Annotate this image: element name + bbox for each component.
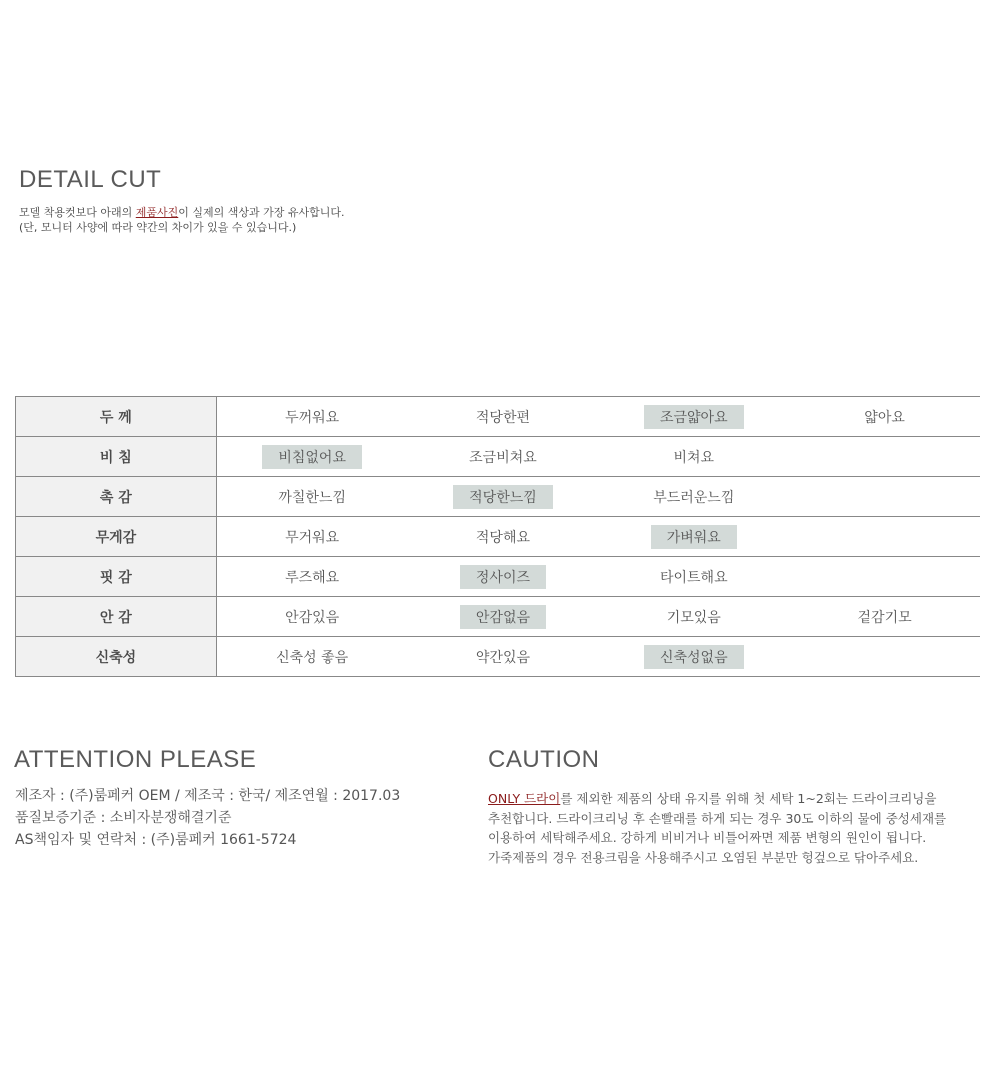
detail-desc-line1 [19,205,345,220]
spec-option-selected: 조금얇아요 [644,405,744,429]
spec-option-cell [789,437,980,477]
spec-option-cell [408,557,599,597]
spec-row-label: 비 침 [16,437,217,477]
spec-option-cell [216,517,407,557]
spec-row-label: 핏 감 [16,557,217,597]
spec-row-label: 두 께 [16,397,217,437]
spec-option: 신축성 좋음 [276,649,349,666]
spec-option-selected: 안감없음 [460,605,546,629]
caution-title: CAUTION [488,746,600,773]
product-photo-highlight: 제품사진 [135,206,179,219]
spec-option-cell [598,517,789,557]
spec-option-cell [408,597,599,637]
spec-option-cell [216,557,407,597]
spec-option-cell [598,557,789,597]
spec-option: 비쳐요 [673,449,715,466]
attention-line: 품질보증기준 : 소비자분쟁해결기준 [15,810,232,826]
spec-option-cell [408,637,599,677]
spec-option-cell [216,637,407,677]
spec-option-cell [789,517,980,557]
spec-option: 겉감기모 [857,609,912,626]
spec-option-cell [408,477,599,517]
spec-option-cell [408,437,599,477]
caution-line: 추천합니다. 드라이크리닝 후 손빨래를 하게 되는 경우 30도 이하의 물에 중성세재를 [488,810,947,826]
detail-desc-pre: 모델 착용컷보다 아래의 [19,206,136,219]
spec-option-cell [408,517,599,557]
spec-option-cell [408,397,599,437]
attention-line: 제조자 : (주)룸페커 OEM / 제조국 : 한국/ 제조연월 : 2017.03 [15,788,401,804]
spec-option-selected: 가벼워요 [651,525,737,549]
spec-row [16,517,981,557]
spec-option: 약간있음 [475,649,531,666]
spec-option: 두꺼워요 [285,409,340,426]
spec-row [16,437,981,477]
only-dry-highlight: ONLY 드라이 [488,791,561,806]
spec-option-cell [598,477,789,517]
spec-option-selected: 신축성없음 [644,645,744,669]
spec-option-cell [216,397,407,437]
spec-option-selected: 적당한느낌 [453,485,553,509]
spec-option-selected: 정사이즈 [460,565,546,589]
spec-row [16,477,981,517]
spec-row-label: 안 감 [16,597,217,637]
detail-desc-post: 이 실제의 색상과 가장 유사합니다. [178,206,345,219]
spec-option-cell [216,477,407,517]
spec-option: 기모있음 [666,609,721,626]
spec-option: 적당해요 [475,529,531,546]
spec-option: 적당한편 [475,409,531,426]
spec-option-cell [789,557,980,597]
spec-row [16,557,981,597]
spec-option: 얇아요 [864,409,905,426]
spec-row-label: 촉 감 [16,477,217,517]
caution-line: 이용하여 세탁해주세요. 강하게 비비거나 비틀어짜면 제품 변형의 원인이 됩니다. [488,830,927,845]
spec-option-cell [216,597,407,637]
spec-option-cell [598,597,789,637]
spec-option-cell [789,597,980,637]
detail-cut-title: DETAIL CUT [19,166,162,193]
spec-option-cell [598,637,789,677]
spec-row-label: 무게감 [16,517,217,557]
spec-option-cell [789,477,980,517]
spec-row-label: 신축성 [16,637,217,677]
spec-option-cell [598,437,789,477]
spec-option-cell [216,437,407,477]
spec-option: 안감있음 [285,609,340,626]
spec-option: 조금비쳐요 [469,449,537,466]
fabric-spec-table [15,396,980,677]
spec-option: 루즈해요 [285,569,340,586]
spec-option-cell [789,637,980,677]
spec-option: 부드러운느낌 [653,489,735,506]
detail-desc-line2: (단, 모니터 사양에 따라 약간의 차이가 있을 수 있습니다.) [19,221,297,234]
attention-line: AS책임자 및 연락처 : (주)룸페커 1661-5724 [15,832,297,848]
spec-option: 무거워요 [285,529,340,546]
spec-option: 까칠한느낌 [278,489,346,506]
spec-option-selected: 비침없어요 [262,445,362,469]
spec-row [16,597,981,637]
spec-option: 타이트해요 [659,569,728,586]
caution-line [488,789,968,809]
spec-row [16,637,981,677]
caution-line: 가죽제품의 경우 전용크림을 사용해주시고 오염된 부분만 헝겊으로 닦아주세요. [488,849,919,865]
detail-description [19,205,345,235]
caution-line1-text: 를 제외한 제품의 상태 유지를 위해 첫 세탁 1~2회는 드라이크리닝을 [560,791,937,806]
spec-option-cell [789,397,980,437]
spec-row [16,397,981,437]
attention-info [15,785,400,851]
spec-option-cell [598,397,789,437]
caution-info [488,789,968,867]
attention-title: ATTENTION PLEASE [14,746,257,773]
